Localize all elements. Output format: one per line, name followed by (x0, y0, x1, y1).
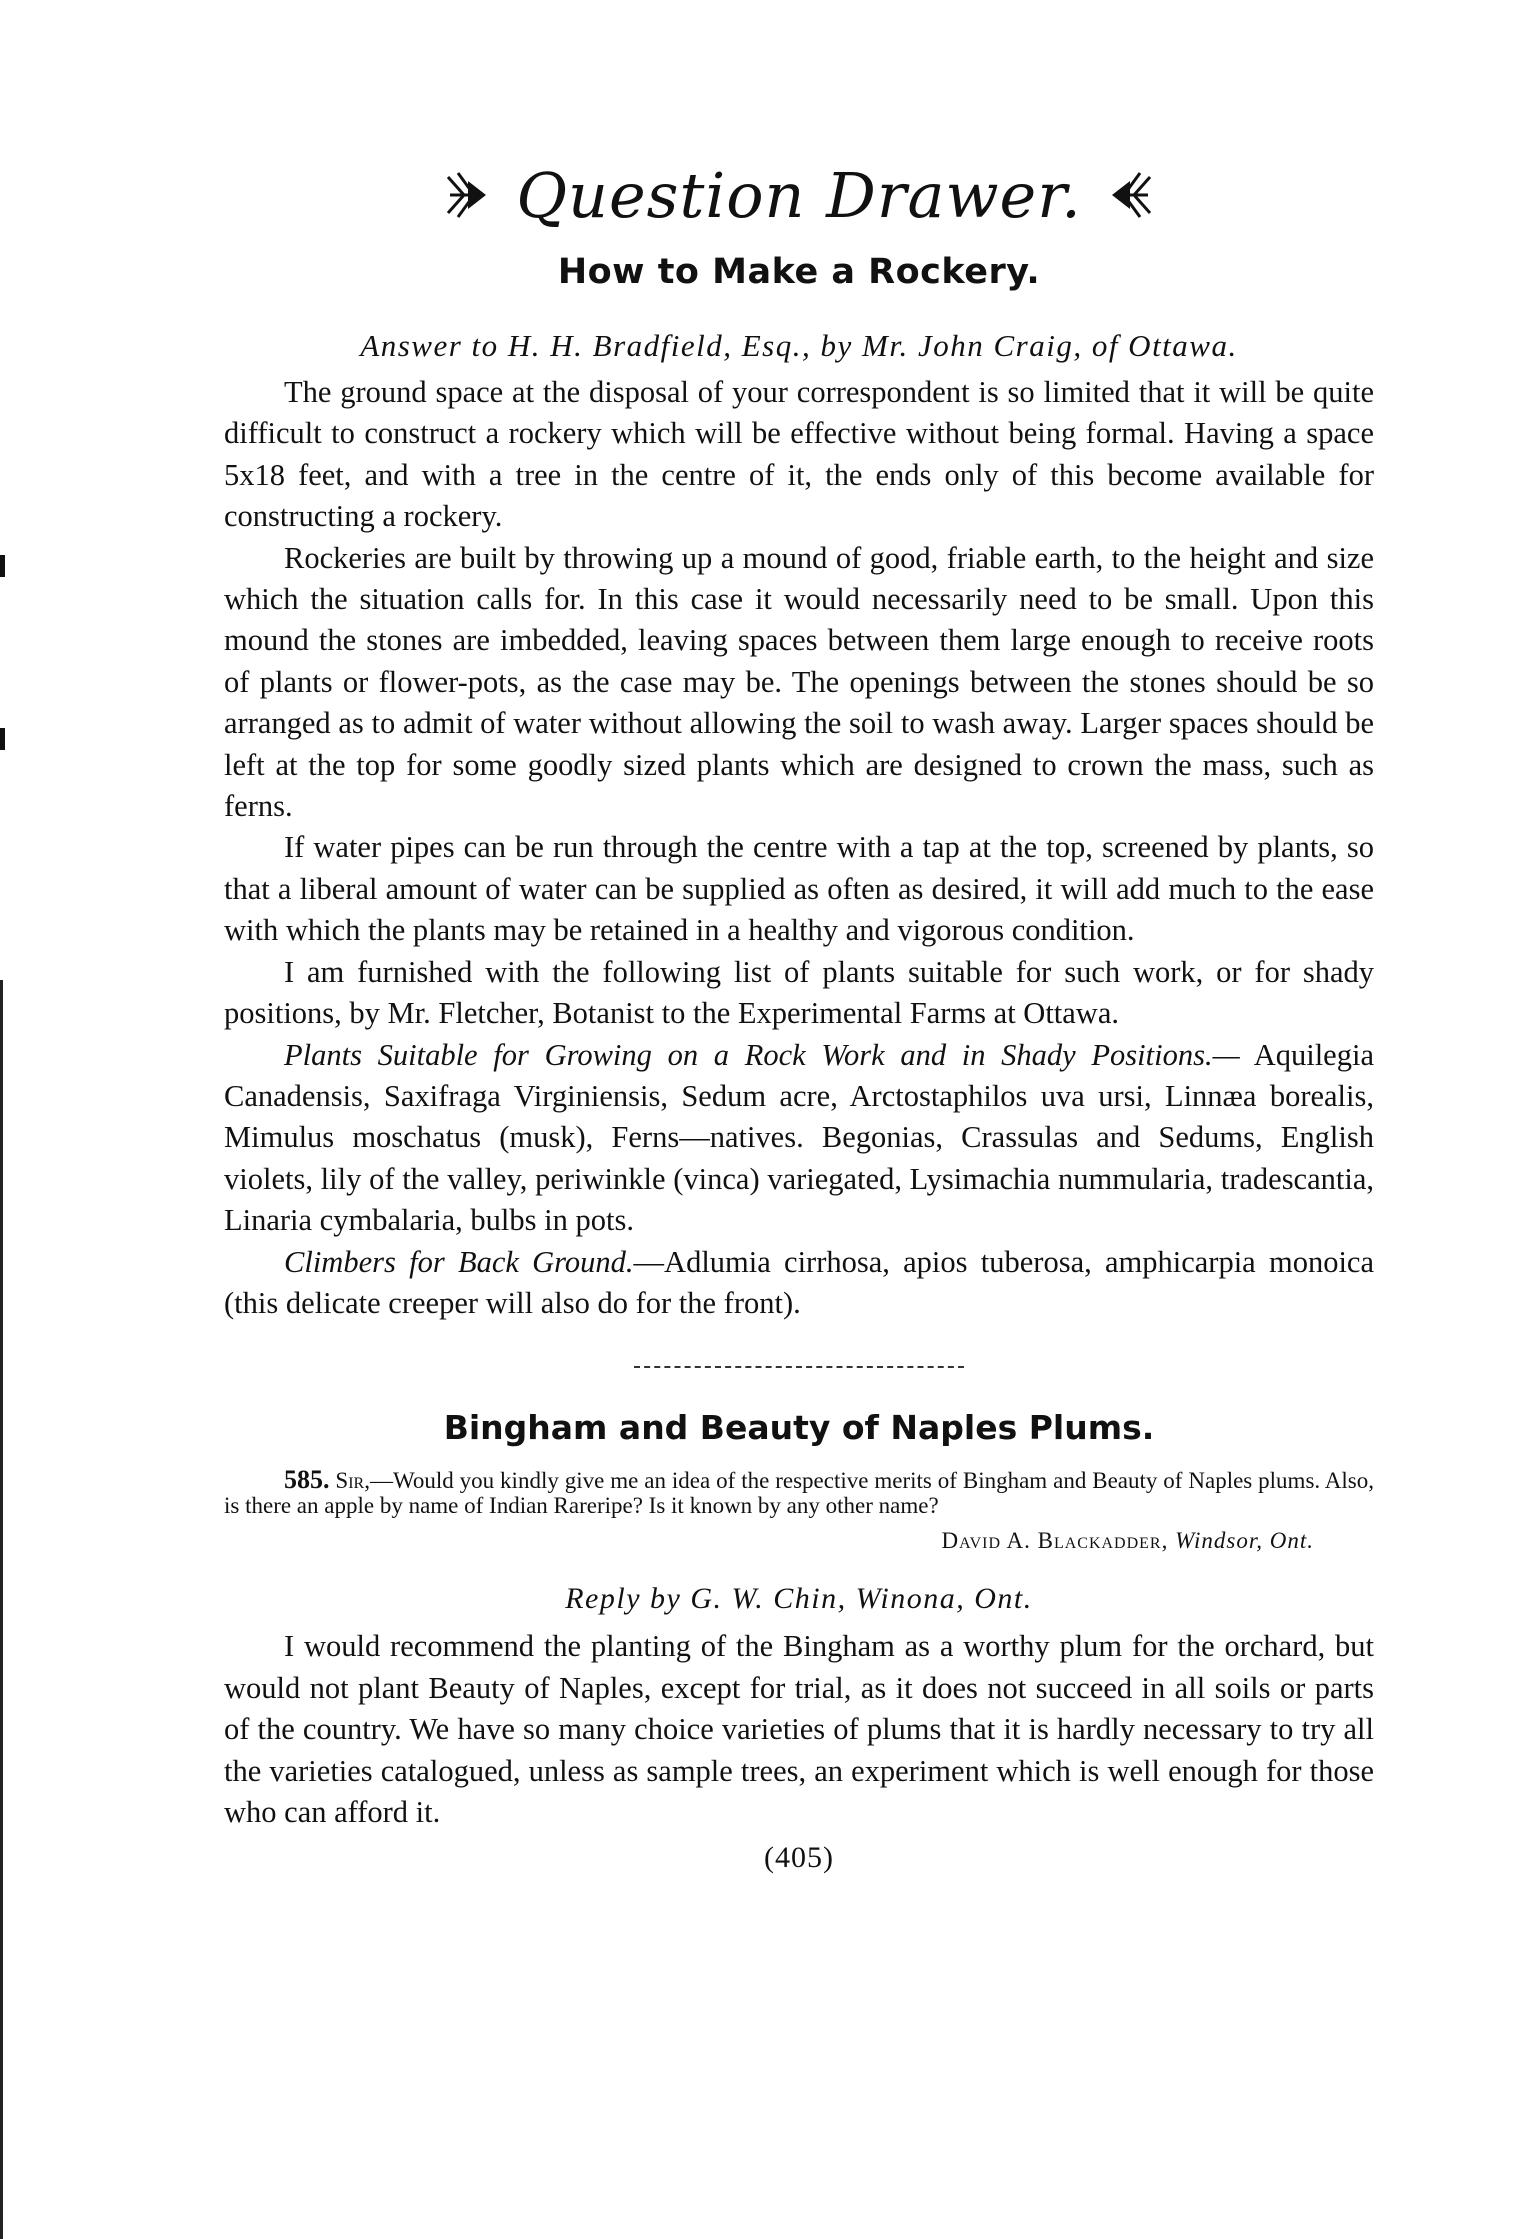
signature-name: David A. Blackadder, (941, 1528, 1169, 1554)
climbers-heading: Climbers for Back Ground. (284, 1244, 634, 1279)
plants-list-heading: Plants Suitable for Growing on a Rock Work and in Shady Positions.— (284, 1037, 1240, 1072)
hand-pointing-right-icon (444, 167, 490, 223)
article-byline: Answer to H. H. Bradfield, Esq., by Mr. John Craig, of Ottawa. (360, 328, 1238, 363)
reader-question (224, 1467, 1374, 1518)
page-number: (405) (764, 1841, 834, 1875)
question-number: 585. (284, 1465, 330, 1495)
scan-edge-line (0, 980, 3, 2239)
climbers-paragraph (224, 1242, 1374, 1325)
scan-mark (0, 728, 5, 750)
reply-byline: Reply by G. W. Chin, Winona, Ont. (565, 1582, 1033, 1616)
section-title: Question Drawer. (516, 158, 1082, 232)
hand-pointing-left-icon (1108, 167, 1154, 223)
article-heading: Bingham and Beauty of Naples Plums. (443, 1408, 1155, 1448)
article-heading: How to Make a Rockery. (557, 252, 1041, 292)
question-signature (224, 1528, 1314, 1554)
paragraph: I am furnished with the following list of plants suitable for such work, or for shady positions, by Mr. Fletcher, Botanist to the Experimental Farms at Ottawa. (224, 954, 1374, 1031)
paragraph: The ground space at the disposal of your correspondent is so limited that it will be quite difficult to construct a rockery which will be effective without being formal. Having a space 5x18 feet, and with a tree in the centre of it, the ends only of this become available for constructing a rockery. (224, 375, 1374, 534)
question-salutation: Sir, (335, 1468, 370, 1494)
plants-list-paragraph (224, 1035, 1374, 1242)
signature-place: Windsor, Ont. (1175, 1528, 1314, 1554)
scan-mark (0, 555, 5, 577)
reply-paragraph: I would recommend the planting of the Bingham as a worthy plum for the orchard, but would not plant Beauty of Naples, except for trial, as it does not succeed in all soils or parts of the country. We have so many choice varieties of plums that it is hardly necessary to try all the varieties catalogued, unless as sample trees, an experiment which is well enough for those who can afford it. (224, 1629, 1374, 1829)
question-text: —Would you kindly give me an idea of the respective merits of Bingham and Beauty of Naples plums. Also, is there an apple by name of Indian Rareripe? Is it known by any other name? (224, 1468, 1374, 1519)
paragraph: Rockeries are built by throwing up a mound of good, friable earth, to the height and size which the situation calls for. In this case it would necessarily need to be small. Upon this mound the stones are imbedded, leaving spaces between them large enough to receive roots of plants or flower-pots, as the case may be. The openings between the stones should be so arranged as to admit of water without allowing the soil to wash away. Larger spaces should be left at the top for some goodly sized plants which are designed to crown the mass, such as ferns. (224, 540, 1374, 824)
section-divider (634, 1366, 964, 1368)
section-header (224, 150, 1374, 240)
page (224, 150, 1374, 1875)
plants-list-text: Aquilegia Canadensis, Saxifraga Virginiensis, Sedum acre, Arctostaphilos uva ursi, Linnæa borealis, Mimulus moschatus (musk), Ferns—natives. Begonias, Crassulas and Sedums, English violets, lily of the valley, periwinkle (vinca) variegated, Lysimachia nummularia, tradescantia, Linaria cymbalaria, bulbs in pots. (224, 1037, 1374, 1238)
climbers-text: —Adlumia cirrhosa, apios tuberosa, amphicarpia monoica (this delicate creeper will also do for the front). (224, 1244, 1374, 1320)
paragraph: If water pipes can be run through the centre with a tap at the top, screened by plants, so that a liberal amount of water can be supplied as often as desired, it will add much to the ease with which the plants may be retained in a healthy and vigorous condition. (224, 830, 1374, 948)
